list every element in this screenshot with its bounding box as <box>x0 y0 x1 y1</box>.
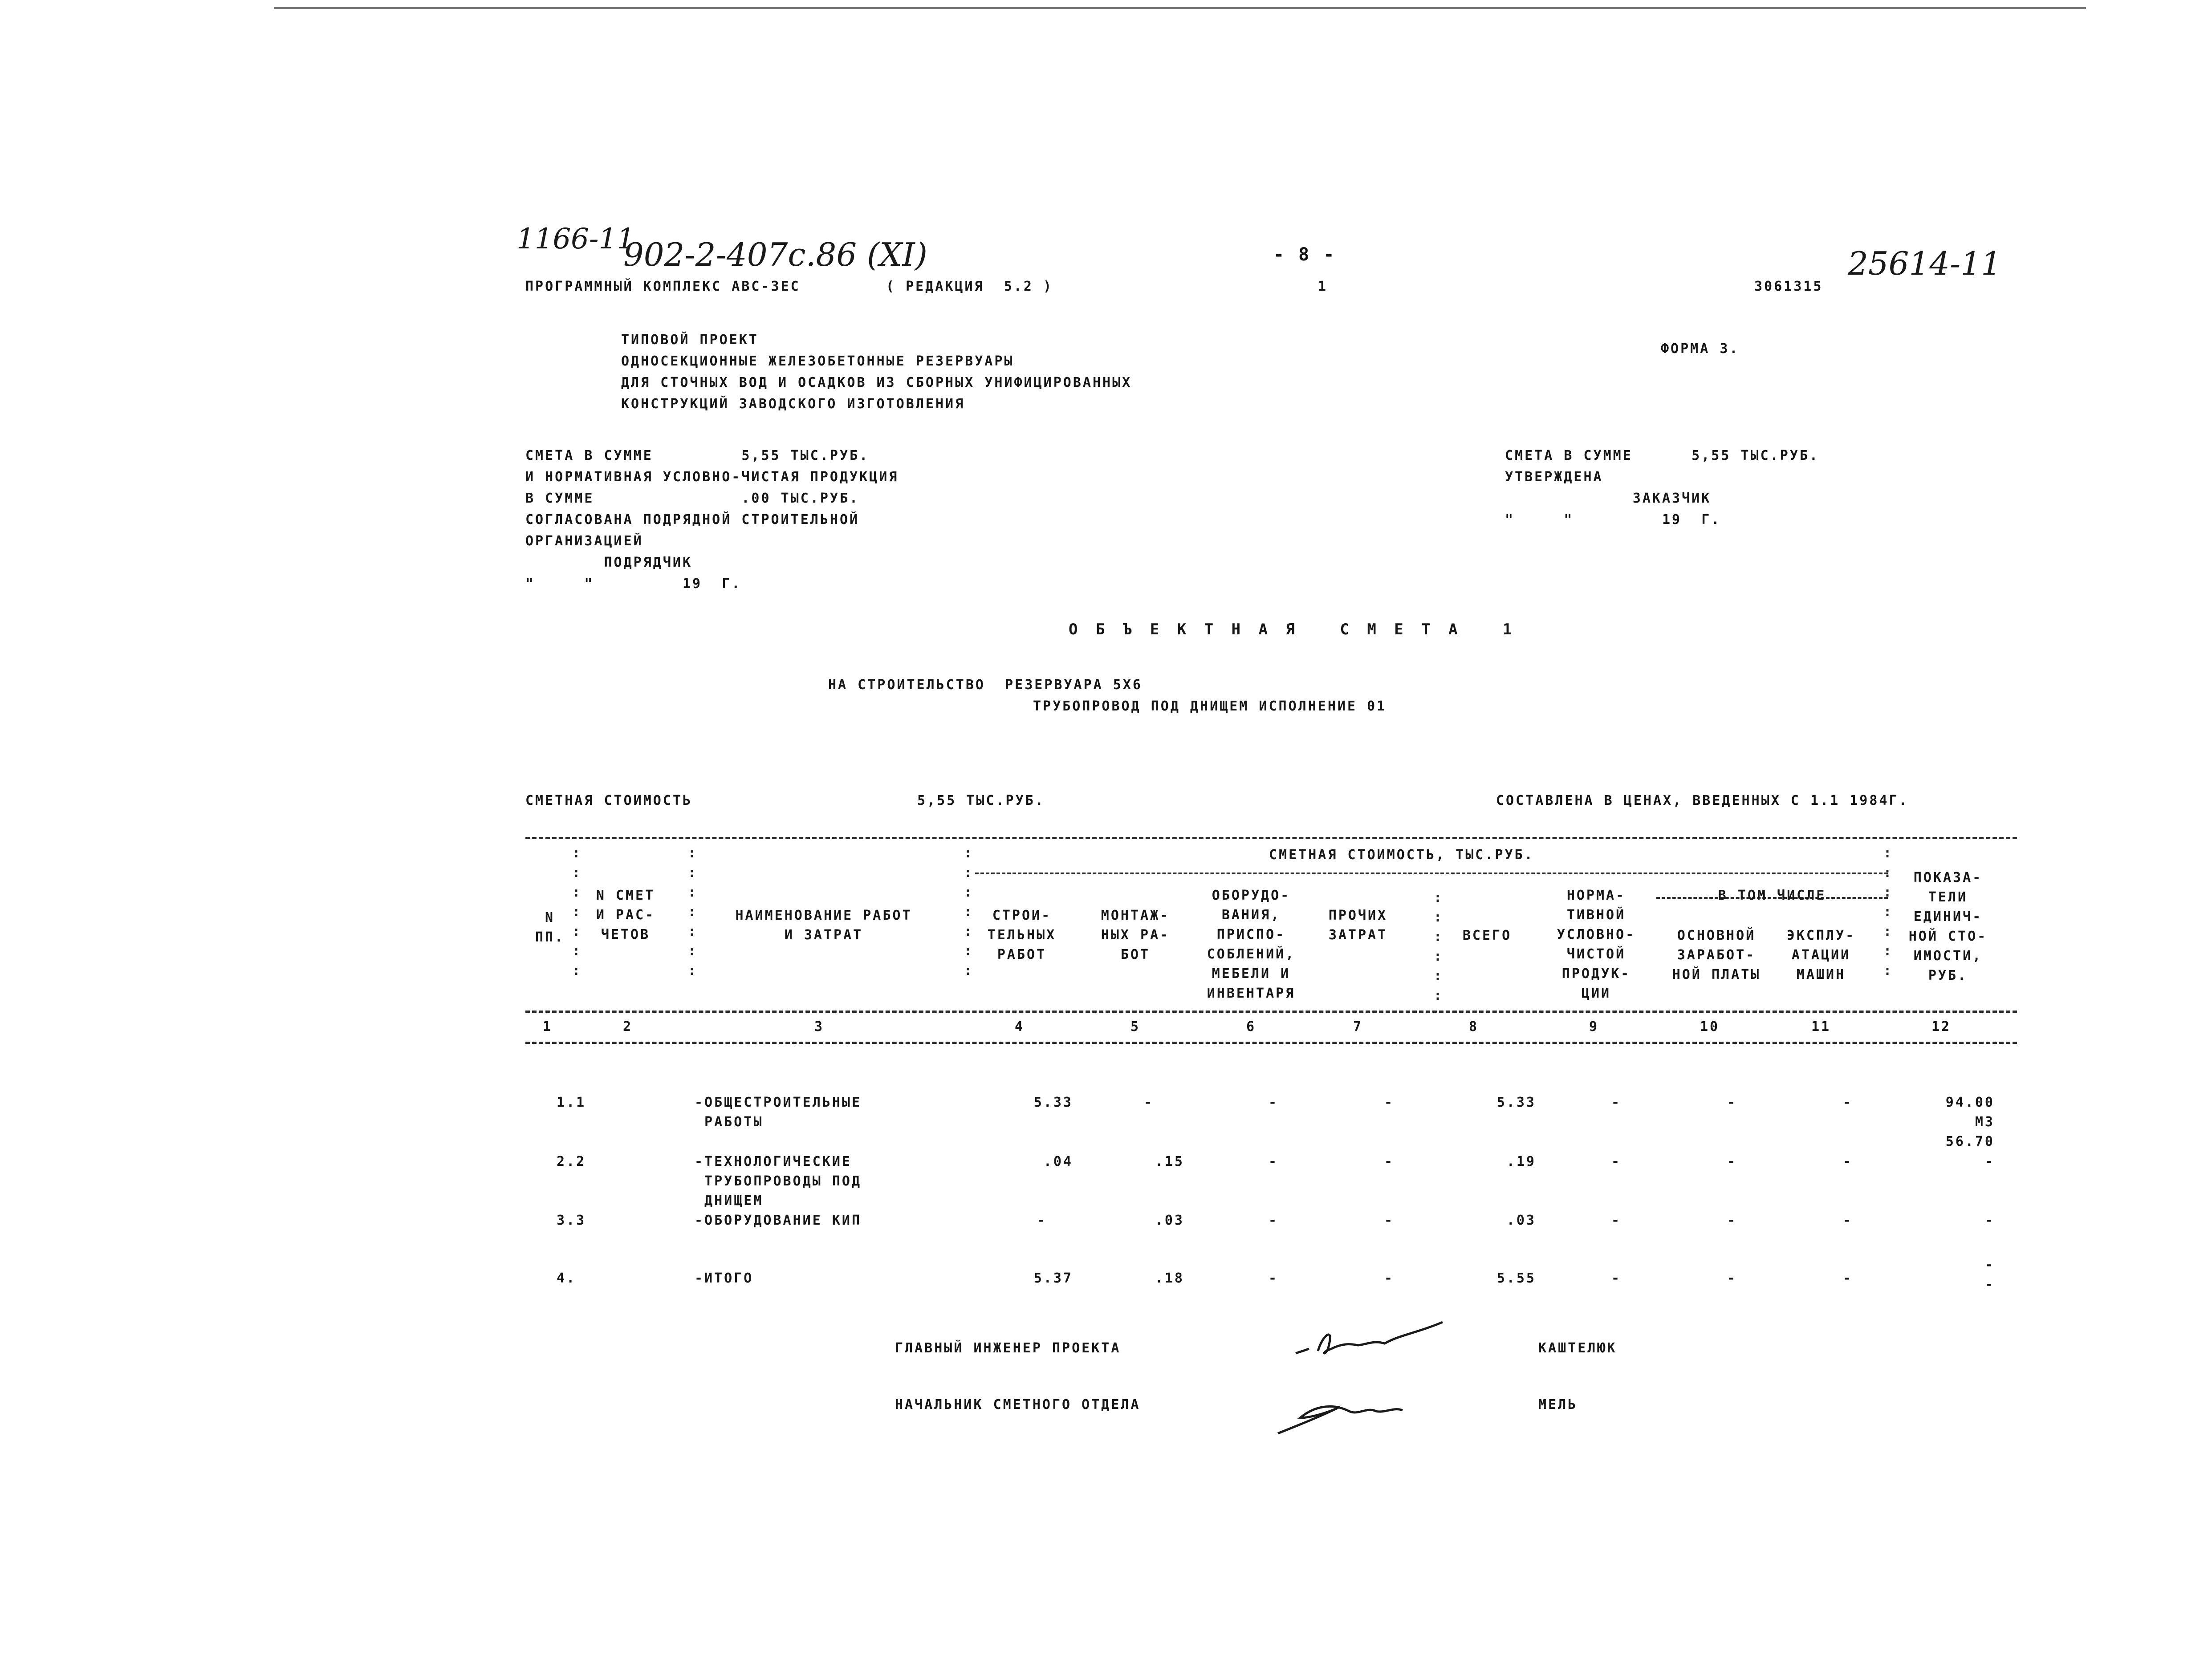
column-number: 9 <box>1589 1019 1599 1035</box>
header-other-costs: ПРОЧИХ ЗАТРАТ <box>1328 908 1388 943</box>
estimate-title: О Б Ъ Е К Т Н А Я С М Е Т А 1 <box>1069 621 1517 638</box>
column-number: 4 <box>1014 1019 1025 1035</box>
row-net-production: - <box>1611 1095 1622 1110</box>
sheet-number: 1 <box>1318 279 1328 294</box>
table-rule <box>525 1011 2017 1013</box>
header-unit-cost: ПОКАЗА- ТЕЛИ ЕДИНИЧ- НОЙ СТО- ИМОСТИ, РУБ. <box>1908 870 1988 983</box>
approval-line: СМЕТА В СУММЕ 5,55 ТЫС.РУБ. <box>1505 448 1819 463</box>
row-installation: - <box>1143 1095 1154 1110</box>
row-net-production: - <box>1611 1213 1622 1228</box>
header-construction: СТРОИ- ТЕЛЬНЫХ РАБОТ <box>987 908 1057 962</box>
approval-line: ПОДРЯДЧИК <box>525 555 693 570</box>
handwritten-left-code: 1166-11 <box>516 223 635 256</box>
row-construction: .04 <box>1043 1154 1073 1169</box>
row-equipment: - <box>1268 1213 1279 1228</box>
approval-line: В СУММЕ .00 ТЫС.РУБ. <box>525 491 860 506</box>
approval-line: " " 19 Г. <box>1505 512 1721 528</box>
program-edition: ( РЕДАКЦИЯ 5.2 ) <box>886 279 1053 294</box>
column-number: 2 <box>622 1019 633 1035</box>
header-installation: МОНТАЖ- НЫХ РА- БОТ <box>1101 908 1170 962</box>
row-other-costs: - <box>1384 1270 1395 1286</box>
approval-line: ОРГАНИЗАЦИЕЙ <box>525 533 643 549</box>
table-rule <box>525 1042 2017 1044</box>
row-work-name: -ТЕХНОЛОГИЧЕСКИЕ ТРУБОПРОВОДЫ ПОД ДНИЩЕМ <box>695 1154 862 1209</box>
row-construction: - <box>1037 1213 1047 1228</box>
row-work-name: -ОБЩЕСТРОИТЕЛЬНЫЕ РАБОТЫ <box>695 1095 862 1130</box>
row-machine-use: - <box>1842 1154 1853 1169</box>
row-installation: .15 <box>1155 1154 1184 1169</box>
project-line: ОДНОСЕКЦИОННЫЕ ЖЕЛЕЗОБЕТОННЫЕ РЕЗЕРВУАРЫ <box>621 353 1014 369</box>
approval-line: И НОРМАТИВНАЯ УСЛОВНО-ЧИСТАЯ ПРОДУКЦИЯ <box>525 469 899 485</box>
form-label: ФОРМА 3. <box>1661 341 1740 357</box>
row-wages: - <box>1727 1270 1737 1286</box>
estimated-cost-value: 5,55 ТЫС.РУБ. <box>917 793 1045 808</box>
column-number: 11 <box>1811 1019 1831 1035</box>
header-total: ВСЕГО <box>1462 928 1512 943</box>
approval-line: СОГЛАСОВАНА ПОДРЯДНОЙ СТРОИТЕЛЬНОЙ <box>525 512 860 528</box>
column-number: 7 <box>1353 1019 1363 1035</box>
row-installation: .03 <box>1155 1213 1184 1228</box>
row-equipment: - <box>1268 1270 1279 1286</box>
column-separator: : : : : : : : <box>1883 845 1892 978</box>
header-wages: ОСНОВНОЙ ЗАРАБОТ- НОЙ ПЛАТЫ <box>1672 928 1761 982</box>
project-description <box>621 329 1132 415</box>
approval-line: ЗАКАЗЧИК <box>1505 491 1712 506</box>
row-machine-use: - <box>1842 1213 1853 1228</box>
row-item-number: 3.3 <box>557 1213 586 1228</box>
row-net-production: - <box>1611 1154 1622 1169</box>
row-machine-use: - <box>1842 1095 1853 1110</box>
row-unit-cost: - <box>1984 1154 1995 1169</box>
customer-approval-block <box>1505 445 1819 531</box>
row-unit-cost: - - <box>1984 1257 1995 1292</box>
row-other-costs: - <box>1384 1154 1395 1169</box>
signature-role: НАЧАЛЬНИК СМЕТНОГО ОТДЕЛА <box>895 1397 1141 1412</box>
column-number: 8 <box>1468 1019 1479 1035</box>
header-item-number: N ПП. <box>535 910 565 945</box>
code-number: 3061315 <box>1754 279 1823 294</box>
page-number: - 8 - <box>1273 244 1336 265</box>
signature-mark <box>1273 1376 1407 1438</box>
project-line: ТИПОВОЙ ПРОЕКТ <box>621 332 759 348</box>
row-wages: - <box>1727 1213 1737 1228</box>
project-line: КОНСТРУКЦИЙ ЗАВОДСКОГО ИЗГОТОВЛЕНИЯ <box>621 396 965 412</box>
column-separator: : : : : : : : <box>688 845 696 978</box>
prices-note: СОСТАВЛЕНА В ЦЕНАХ, ВВЕДЕННЫХ С 1.1 1984Г. <box>1496 793 1909 808</box>
estimated-cost-label: СМЕТНАЯ СТОИМОСТЬ <box>525 793 693 808</box>
header-including: В ТОМ ЧИСЛЕ <box>1718 888 1826 903</box>
row-total: 5.33 <box>1496 1095 1536 1110</box>
project-line: ДЛЯ СТОЧНЫХ ВОД И ОСАДКОВ ИЗ СБОРНЫХ УНИФИЦИРОВАННЫХ <box>621 375 1132 390</box>
header-equipment: ОБОРУДО- ВАНИЯ, ПРИСПО- СОБЛЕНИЙ, МЕБЕЛИ И ИНВЕНТАРЯ <box>1207 888 1296 1001</box>
approval-line: УТВЕРЖДЕНА <box>1505 469 1603 485</box>
row-work-name: -ОБОРУДОВАНИЕ КИП <box>695 1213 862 1228</box>
row-unit-cost: - <box>1984 1213 1995 1228</box>
row-unit-cost: 94.00 М3 56.70 <box>1945 1095 1995 1149</box>
contractor-approval-block <box>525 445 899 595</box>
row-net-production: - <box>1611 1270 1622 1286</box>
row-wages: - <box>1727 1095 1737 1110</box>
header-machine-use: ЭКСПЛУ- АТАЦИИ МАШИН <box>1786 928 1856 982</box>
signature-name: КАШТЕЛЮК <box>1538 1340 1617 1356</box>
table-rule <box>525 837 2017 839</box>
approval-line: " " 19 Г. <box>525 576 742 592</box>
group-header-rule <box>975 873 1888 874</box>
top-scan-line <box>274 7 2086 9</box>
row-equipment: - <box>1268 1095 1279 1110</box>
row-total: .19 <box>1506 1154 1536 1169</box>
signature-mark <box>1291 1318 1452 1367</box>
program-name: ПРОГРАММНЫЙ КОМПЛЕКС АВС-3ЕС <box>525 279 801 294</box>
column-separator: : : : : : : <box>1434 890 1442 1003</box>
header-work-name: НАИМЕНОВАНИЕ РАБОТ И ЗАТРАТ <box>735 908 912 943</box>
row-item-number: 1.1 <box>557 1095 586 1110</box>
header-reference: N СМЕТ И РАС- ЧЕТОВ <box>596 888 655 942</box>
column-separator: : : : : : : : <box>572 845 581 978</box>
row-construction: 5.33 <box>1033 1095 1073 1110</box>
column-number: 6 <box>1246 1019 1256 1035</box>
row-machine-use: - <box>1842 1270 1853 1286</box>
column-separator: : : : : : : : <box>964 845 972 978</box>
handwritten-project-code: 902-2-407с.86 (XI) <box>623 236 927 273</box>
row-total: 5.55 <box>1496 1270 1536 1286</box>
row-other-costs: - <box>1384 1213 1395 1228</box>
row-work-name: -ИТОГО <box>695 1270 754 1286</box>
row-item-number: 2.2 <box>557 1154 586 1169</box>
column-number: 12 <box>1931 1019 1952 1035</box>
column-number: 1 <box>542 1019 553 1035</box>
header-net-production: НОРМА- ТИВНОЙ УСЛОВНО- ЧИСТОЙ ПРОДУК- ЦИИ <box>1557 888 1636 1001</box>
column-number: 10 <box>1700 1019 1720 1035</box>
row-equipment: - <box>1268 1154 1279 1169</box>
signature-role: ГЛАВНЫЙ ИНЖЕНЕР ПРОЕКТА <box>895 1340 1121 1356</box>
row-total: .03 <box>1506 1213 1536 1228</box>
row-installation: .18 <box>1155 1270 1184 1286</box>
column-number: 5 <box>1130 1019 1141 1035</box>
row-construction: 5.37 <box>1033 1270 1073 1286</box>
column-number: 3 <box>814 1019 825 1035</box>
construction-object-detail: ТРУБОПРОВОД ПОД ДНИЩЕМ ИСПОЛНЕНИЕ 01 <box>1033 698 1387 714</box>
handwritten-right-code: 25614-11 <box>1848 245 2001 282</box>
construction-object: НА СТРОИТЕЛЬСТВО РЕЗЕРВУАРА 5X6 <box>828 677 1143 693</box>
table-group-header: СМЕТНАЯ СТОИМОСТЬ, ТЫС.РУБ. <box>1269 847 1534 863</box>
row-wages: - <box>1727 1154 1737 1169</box>
row-other-costs: - <box>1384 1095 1395 1110</box>
row-item-number: 4. <box>557 1270 577 1286</box>
signature-name: МЕЛЬ <box>1538 1397 1578 1412</box>
approval-line: СМЕТА В СУММЕ 5,55 ТЫС.РУБ. <box>525 448 870 463</box>
